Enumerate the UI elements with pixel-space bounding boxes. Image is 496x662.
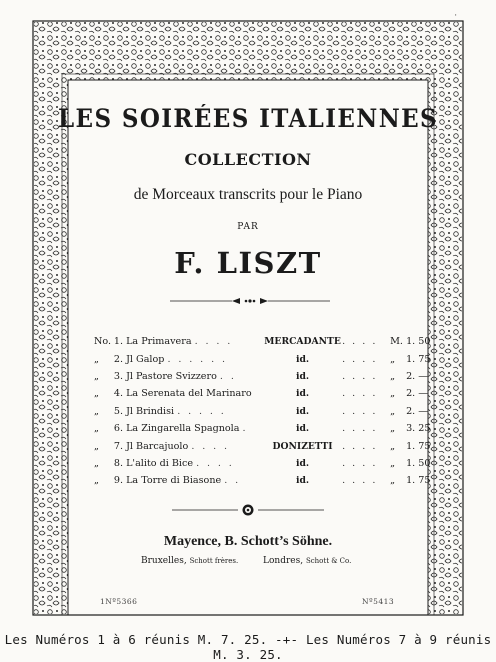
branch-city: Bruxelles, [141,556,187,566]
piece-composer: id. [296,370,310,382]
piece-number: 6. [113,423,124,435]
piece-title [126,333,263,350]
piece-dots: . . . . [342,336,378,348]
piece-composer: id. [296,353,310,365]
piece-currency: „ [390,370,396,382]
branch-bruxelles [141,556,238,566]
piece-title-text: L'alito di Bice [126,457,194,469]
piece-title [126,350,263,367]
corner-mark: ' [455,14,457,21]
piece-title [126,368,263,385]
branch-firm: Schott frères. [189,557,239,565]
piece-prefix: „ [94,405,99,417]
table-row [94,455,434,472]
branch-londres [263,556,351,566]
table-row [94,385,434,402]
piece-dots: . . . . [342,475,378,487]
piece-composer: id. [296,423,310,435]
piece-currency: M. [390,336,403,348]
piece-dots: . . . . [342,423,378,435]
piece-title-text: La Serenata del Marinaro [126,388,252,400]
piece-composer: MERCADANTE [264,336,341,348]
piece-prefix: „ [94,457,99,469]
piece-price: 2. — [406,405,428,417]
piece-composer: DONIZETTI [272,440,333,452]
piece-composer: id. [296,475,310,487]
piece-price: 2. — [406,388,428,400]
piece-title-text: La Torre di Biasone [126,475,222,487]
table-row [94,420,434,437]
piece-leader: . . . . [194,336,233,348]
piece-prefix: „ [94,475,99,487]
piece-currency: „ [390,405,396,417]
footer-pricing: Les Numéros 1 à 6 réunis M. 7. 25. -+- Les Numéros 7 à 9 réunis M. 3. 25. [4,632,492,662]
piece-number: 8. [113,457,124,469]
piece-dots: . . . . [342,405,378,417]
piece-prefix: „ [94,353,99,365]
table-row [94,472,434,489]
composer-name: F. LISZT [174,246,322,280]
subtitle: de Morceaux transcrits pour le Piano [133,186,363,203]
piece-prefix: No. [94,336,112,348]
piece-title-text: La Zingarella Spagnola [126,423,240,435]
piece-prefix: „ [94,423,99,435]
piece-title [126,420,263,437]
piece-title-text: La Primavera [126,336,192,348]
piece-title-text: Jl Barcajuolo [126,440,189,452]
piece-currency: „ [390,353,396,365]
table-row [94,350,434,367]
piece-dots: . . . . [342,370,378,382]
piece-price: 1. 75 [406,353,431,365]
piece-dots: . . . . [342,440,378,452]
table-row [94,403,434,420]
piece-number: 1. [113,336,124,348]
piece-title [126,385,263,402]
piece-currency: „ [390,388,396,400]
piece-price: 1. 75 [406,475,431,487]
piece-title [126,437,263,454]
table-row [94,437,434,454]
branch-firm: Schott & Co. [305,557,352,565]
piece-leader: . . . . . [177,405,227,417]
piece-leader: . . [219,370,237,382]
table-row [94,368,434,385]
piece-title-text: Jl Galop [126,353,165,365]
piece-number: 3. [113,370,124,382]
par-label: PAR [237,222,259,232]
piece-prefix: „ [94,388,99,400]
piece-title-text: Jl Brindisi [126,405,175,417]
piece-currency: „ [390,475,396,487]
piece-price: 2. — [406,370,428,382]
piece-prefix: „ [94,370,99,382]
branch-city: Londres, [263,556,304,566]
piece-leader: . [242,423,248,435]
piece-composer: id. [296,457,310,469]
pieces-list [94,333,434,490]
piece-title [126,403,263,420]
piece-number: 2. [113,353,124,365]
piece-dots: . . . . [342,353,378,365]
piece-dots: . . . . [342,457,378,469]
piece-price: 1. 50 [406,336,431,348]
piece-number: 4. [113,388,124,400]
piece-title [126,455,263,472]
piece-price: 1. 75 [406,440,431,452]
page-title: LES SOIRÉES ITALIENNES [58,104,438,133]
rosette-divider-icon [172,503,324,517]
table-row [94,333,434,350]
plate-number-left: 1Nº5366 [100,597,138,606]
collection-label: COLLECTION [184,150,312,169]
piece-price: 1. 50 [406,457,431,469]
piece-leader: . . . . . . [167,353,228,365]
piece-dots: . . . . [342,388,378,400]
piece-leader: . . . . [196,457,235,469]
piece-title-text: Jl Pastore Svizzero [126,370,217,382]
piece-currency: „ [390,423,396,435]
piece-leader: . . . . [191,440,230,452]
ornament-divider-icon [170,294,330,308]
piece-number: 7. [113,440,124,452]
piece-title [126,472,263,489]
plate-number-right: Nº5413 [362,597,395,606]
piece-price: 3. 25 [406,423,431,435]
piece-currency: „ [390,440,396,452]
piece-composer: id. [296,405,310,417]
piece-composer: id. [296,388,310,400]
piece-prefix: „ [94,440,99,452]
piece-currency: „ [390,457,396,469]
publisher-name: Mayence, B. Schott’s Söhne. [163,534,333,549]
piece-leader: . . [224,475,241,487]
piece-number: 9. [113,475,124,487]
piece-number: 5. [113,405,124,417]
